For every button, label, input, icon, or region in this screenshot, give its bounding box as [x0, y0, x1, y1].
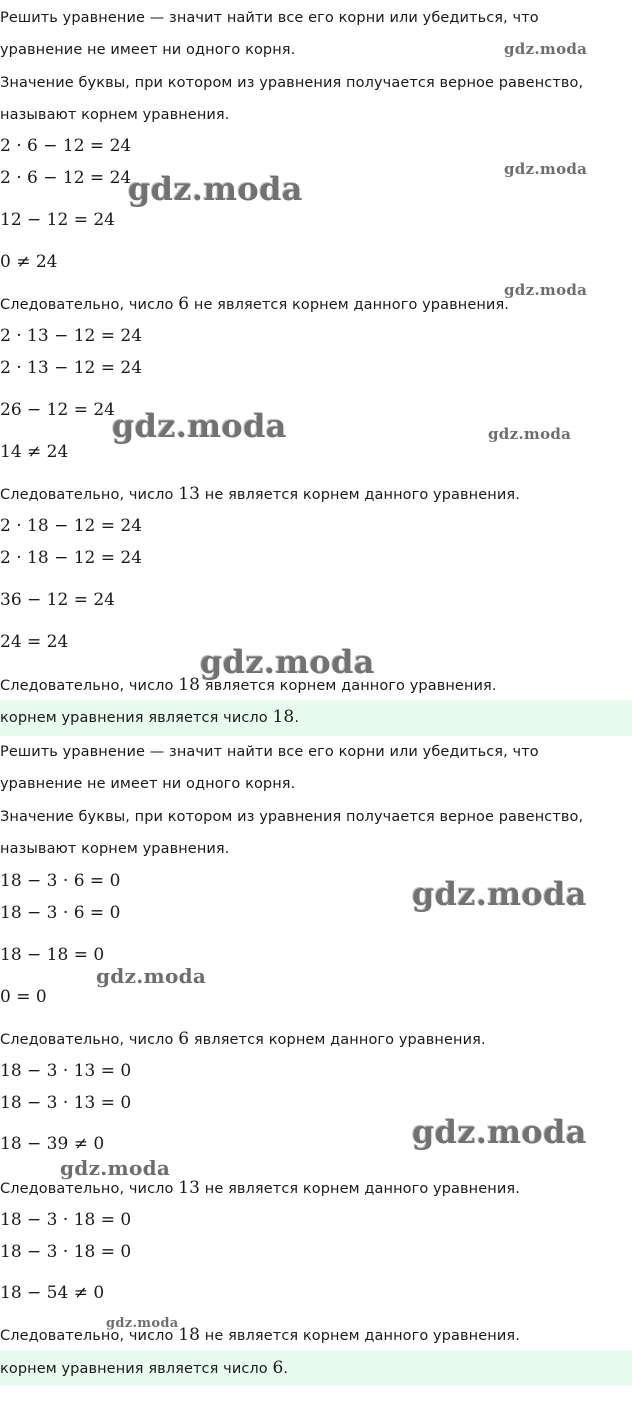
conclusion-prefix: Следовательно, число: [0, 1328, 174, 1344]
answer-number: 18: [272, 707, 295, 727]
intro-line-2: уравнение не имеет ни одного корня.: [0, 42, 296, 58]
equation-line: 18 − 3 · 13 = 0: [0, 1093, 132, 1113]
equation-line: 18 − 18 = 0: [0, 945, 105, 965]
definition-line-2: называют корнем уравнения.: [0, 107, 230, 123]
watermark: gdz.moda: [488, 425, 572, 443]
equation-line: 14 ≠ 24: [0, 442, 69, 462]
equation-line: 2 · 6 − 12 = 24: [0, 136, 132, 156]
equation-line: 18 − 3 · 18 = 0: [0, 1242, 132, 1262]
watermark: gdz.moda: [504, 40, 588, 58]
equation-line: 2 · 13 − 12 = 24: [0, 358, 143, 378]
definition-line-1: Значение буквы, при котором из уравнения получается верное равенство,: [0, 75, 584, 91]
answer-line: [0, 1359, 288, 1378]
conclusion-number: 13: [178, 484, 201, 504]
conclusion-suffix: является корнем данного уравнения.: [193, 1032, 486, 1048]
answer-period: .: [294, 710, 300, 726]
watermark: gdz.moda: [412, 1113, 587, 1151]
conclusion-number: 6: [178, 1029, 190, 1049]
conclusion-line: [0, 1179, 520, 1198]
equation-line: 2 · 6 − 12 = 24: [0, 168, 132, 188]
watermark: gdz.moda: [112, 407, 287, 445]
conclusion-line: [0, 1030, 486, 1049]
definition-line-1: Значение буквы, при котором из уравнения получается верное равенство,: [0, 809, 584, 825]
conclusion-suffix: не является корнем данного уравнения.: [204, 487, 520, 503]
conclusion-line: [0, 485, 520, 504]
equation-line: 0 ≠ 24: [0, 252, 58, 272]
conclusion-suffix: не является корнем данного уравнения.: [204, 1181, 520, 1197]
watermark: gdz.moda: [504, 281, 588, 299]
equation-line: 12 − 12 = 24: [0, 210, 115, 230]
equation-line: 18 − 39 ≠ 0: [0, 1134, 105, 1154]
equation-line: 26 − 12 = 24: [0, 400, 115, 420]
intro-line-1: Решить уравнение — значит найти все его корни или убедиться, что: [0, 744, 539, 760]
equation-line: 0 = 0: [0, 987, 47, 1007]
conclusion-number: 18: [178, 675, 201, 695]
equation-line: 2 · 13 − 12 = 24: [0, 326, 143, 346]
conclusion-suffix: не является корнем данного уравнения.: [204, 1328, 520, 1344]
answer-number: 6: [272, 1358, 284, 1378]
equation-line: 2 · 18 − 12 = 24: [0, 548, 143, 568]
conclusion-suffix: является корнем данного уравнения.: [204, 678, 497, 694]
equation-line: 2 · 18 − 12 = 24: [0, 516, 143, 536]
conclusion-line: [0, 1326, 520, 1345]
conclusion-prefix: Следовательно, число: [0, 297, 174, 313]
answer-line: [0, 708, 299, 727]
conclusion-number: 13: [178, 1178, 201, 1198]
answer-prefix: корнем уравнения является число: [0, 1361, 268, 1377]
equation-line: 24 = 24: [0, 632, 69, 652]
conclusion-prefix: Следовательно, число: [0, 487, 174, 503]
conclusion-prefix: Следовательно, число: [0, 678, 174, 694]
intro-line-2: уравнение не имеет ни одного корня.: [0, 776, 296, 792]
watermark: gdz.moda: [200, 643, 375, 681]
watermark: gdz.moda: [128, 170, 303, 208]
equation-line: 18 − 3 · 13 = 0: [0, 1061, 132, 1081]
watermark: gdz.moda: [504, 160, 588, 178]
answer-period: .: [283, 1361, 289, 1377]
watermark: gdz.moda: [106, 1316, 179, 1331]
conclusion-line: [0, 295, 509, 314]
conclusion-prefix: Следовательно, число: [0, 1032, 174, 1048]
intro-line-1: Решить уравнение — значит найти все его корни или убедиться, что: [0, 10, 539, 26]
conclusion-number: 18: [178, 1325, 201, 1345]
watermark: gdz.moda: [412, 875, 587, 913]
watermark: gdz.moda: [96, 964, 207, 988]
definition-line-2: называют корнем уравнения.: [0, 841, 230, 857]
conclusion-prefix: Следовательно, число: [0, 1181, 174, 1197]
equation-line: 18 − 3 · 18 = 0: [0, 1210, 132, 1230]
equation-line: 18 − 3 · 6 = 0: [0, 903, 121, 923]
watermark: gdz.moda: [60, 1156, 171, 1180]
equation-line: 18 − 3 · 6 = 0: [0, 871, 121, 891]
equation-line: 36 − 12 = 24: [0, 590, 115, 610]
conclusion-number: 6: [178, 294, 190, 314]
equation-line: 18 − 54 ≠ 0: [0, 1283, 105, 1303]
conclusion-suffix: не является корнем данного уравнения.: [193, 297, 509, 313]
answer-prefix: корнем уравнения является число: [0, 710, 268, 726]
